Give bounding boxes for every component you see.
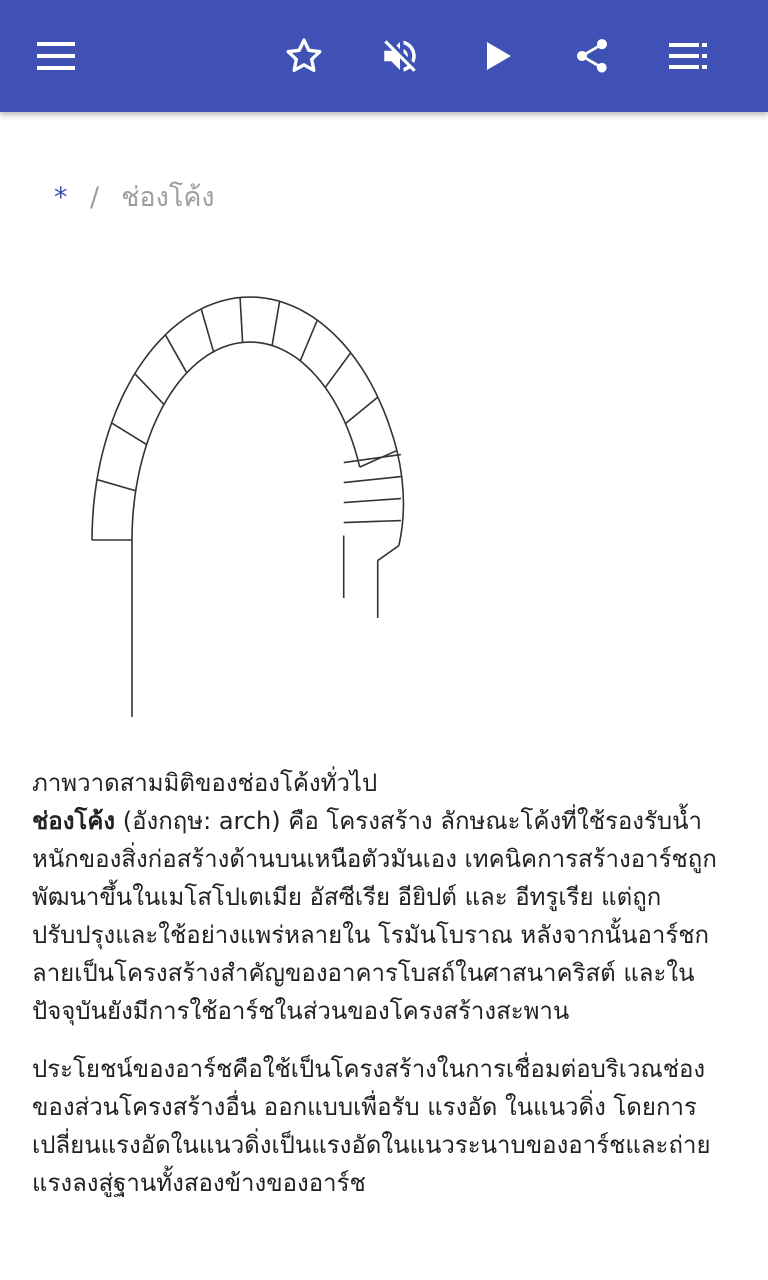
volume-off-icon	[379, 35, 421, 77]
voussoir-joint	[165, 335, 186, 373]
end-face-joint	[344, 521, 401, 523]
menu-button[interactable]	[24, 24, 88, 88]
favorite-button[interactable]	[272, 24, 336, 88]
voussoir-joint	[345, 397, 377, 423]
playlist-icon	[669, 43, 707, 69]
star-outline-icon	[284, 36, 324, 76]
contents-button[interactable]	[656, 24, 720, 88]
breadcrumb-home-link[interactable]: *	[54, 182, 68, 213]
usage-paragraph: ประโยชน์ของอาร์ชคือใช้เป็นโครงสร้างในการเชื่อมต่อบริเวณช่องของส่วนโครงสร้างอื่น ออกแบบเพื่อรับ แรงอัด ในแนวดิ่ง โดยการเปลี่ยนแรงอัดในแนวดิ่งเป็นแรงอัดในแนวระนาบของอาร์ชและถ่ายแรงลงสู่ฐานทั้งสองข้างของอาร์ช	[32, 1055, 711, 1197]
play-icon	[483, 40, 513, 72]
arch-drawing	[80, 280, 440, 730]
voussoir-joint	[201, 309, 213, 352]
voussoir-joint	[97, 480, 136, 491]
breadcrumb-current: ช่องโค้ง	[121, 182, 215, 213]
end-face-joint	[344, 499, 401, 503]
figure-caption: ภาพวาดสามมิติของช่องโค้งทั่วไป	[32, 769, 378, 797]
arch-illustration	[80, 280, 440, 730]
breadcrumb	[54, 178, 215, 218]
voussoir-joint	[272, 301, 279, 345]
article-term: ช่องโค้ง	[32, 807, 116, 835]
intro-text: (อังกฤษ: arch) คือ โครงสร้าง ลักษณะโค้งที่ใช้รองรับน้ำหนักของสิ่งก่อสร้างด้านบนเหนือตัวมันเอง เทคนิคการสร้างอาร์ชถูกพัฒนาขึ้นในเมโสโปเตเมีย อัสซีเรีย อียิปต์ และ อีทรูเรีย แต่ถูกปรับปรุงและใช้อย่างแพร่หลายใน โรมันโบราณ หลังจากนั้นอาร์ชกลายเป็นโครงสร้างสำคัญของอาคารโบสถ์ในศาสนาคริสต์ และในปัจจุบันยังมีการใช้อาร์ชในส่วนของโครงสร้างสะพาน	[32, 807, 717, 1025]
voussoir-joint	[300, 320, 317, 361]
arch-end-bottom	[378, 546, 399, 561]
mute-button[interactable]	[368, 24, 432, 88]
app-toolbar	[0, 0, 768, 112]
voussoir-joint	[135, 374, 164, 405]
voussoir-joint	[112, 423, 147, 445]
voussoir-joint	[240, 297, 243, 342]
voussoir-joint	[325, 353, 350, 388]
share-icon	[572, 36, 612, 76]
end-face-joint	[344, 477, 401, 483]
breadcrumb-separator: /	[90, 182, 100, 213]
article-body	[32, 764, 736, 1202]
menu-icon	[37, 42, 75, 70]
intro-paragraph	[32, 802, 736, 1030]
share-button[interactable]	[560, 24, 624, 88]
play-button[interactable]	[466, 24, 530, 88]
arch-inner-curve	[132, 342, 360, 540]
